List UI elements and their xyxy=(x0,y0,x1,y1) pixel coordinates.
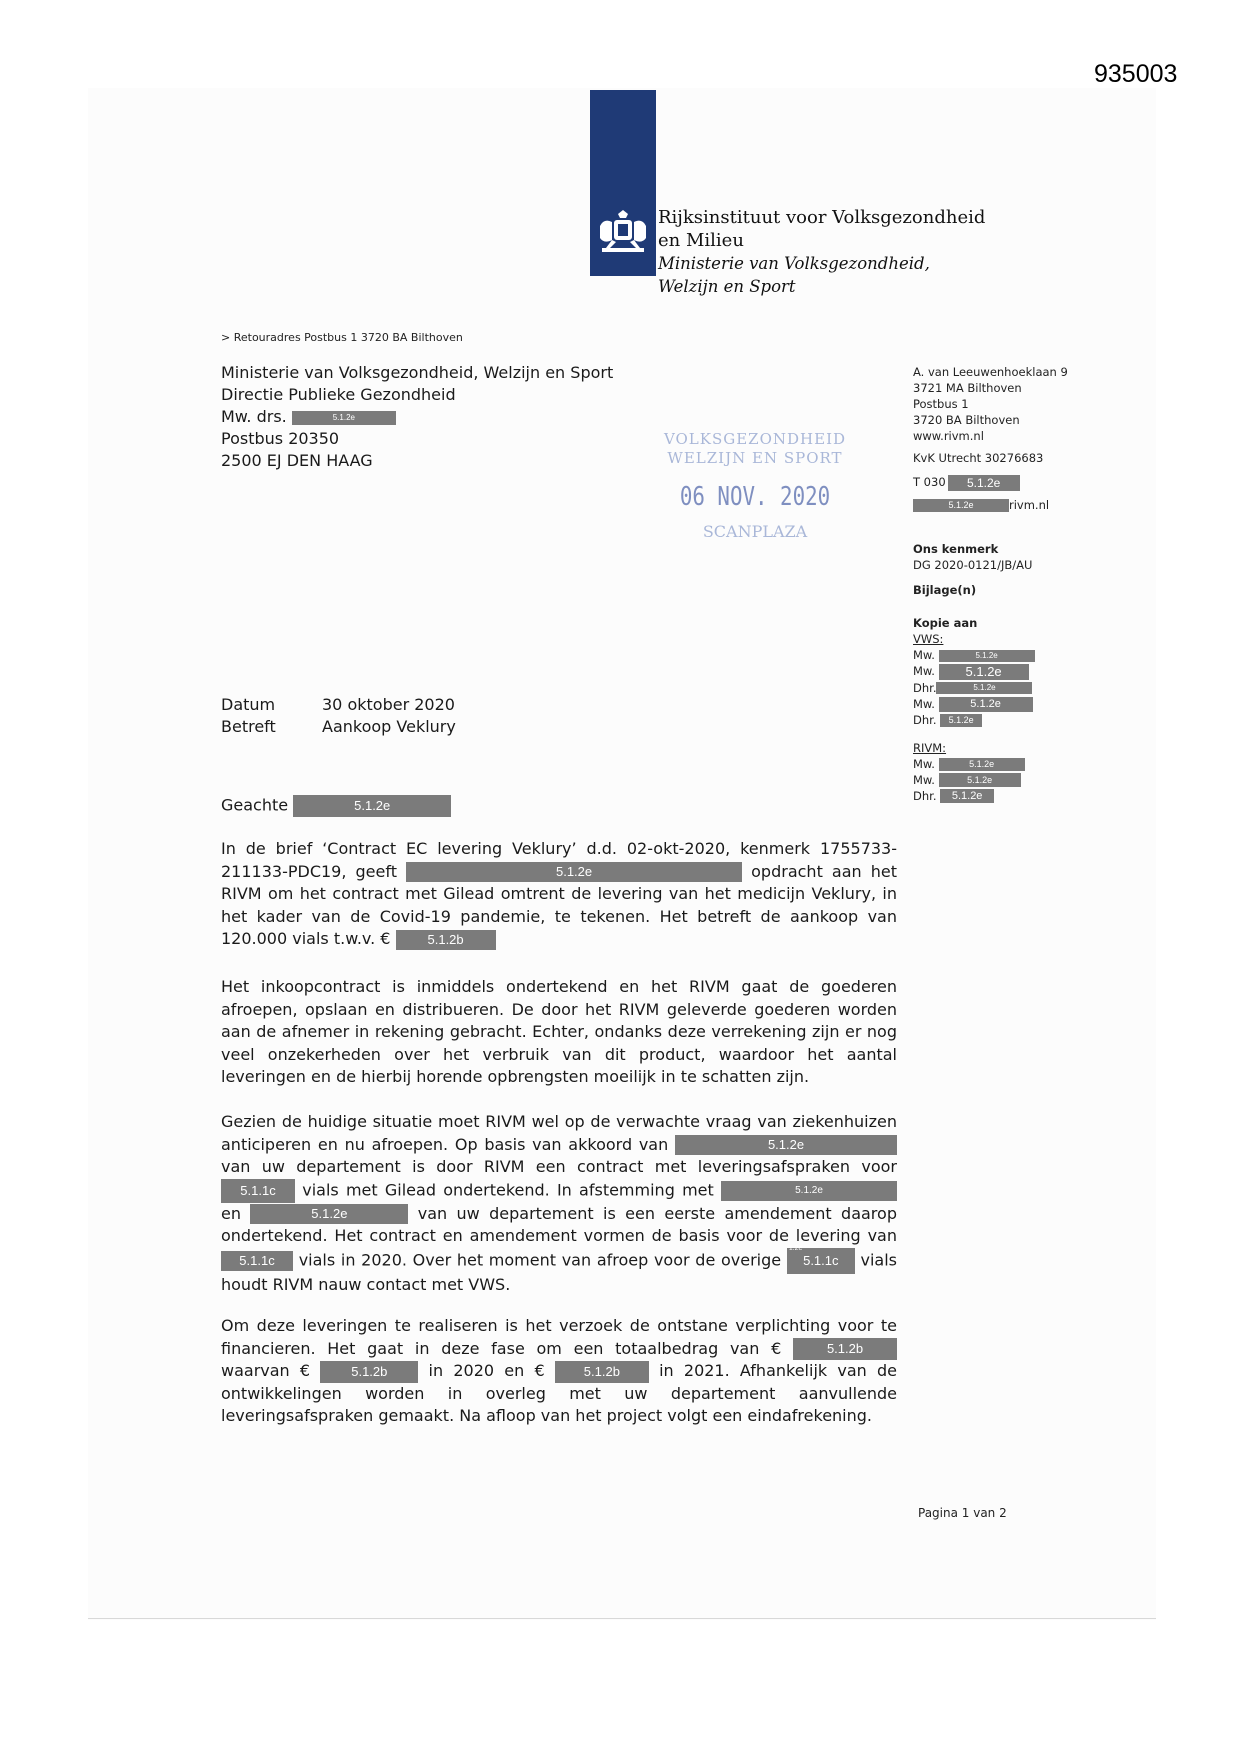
redaction: 5.1.2e xyxy=(675,1135,897,1155)
datum-label: Datum xyxy=(221,695,276,714)
redaction: 5.1.2b xyxy=(396,930,496,950)
copy-title: Dhr. xyxy=(913,712,937,727)
sender-postbus: Postbus 1 xyxy=(913,397,969,411)
sender-email: rivm.nl xyxy=(1009,497,1050,512)
stamp-date: 06 NOV. 2020 xyxy=(679,482,831,512)
redaction: 5.1.2b xyxy=(555,1361,649,1383)
datum-value: 30 oktober 2020 xyxy=(322,695,455,714)
redaction-label: 5.1.1c xyxy=(803,1252,839,1268)
redaction: 5.1.1c xyxy=(221,1179,295,1203)
copy-title: Mw. xyxy=(913,756,935,771)
recipient-line-2: Directie Publieke Gezondheid xyxy=(221,385,456,404)
recipient-line-3: Mw. drs. xyxy=(221,407,287,426)
redaction: 5.1.2e xyxy=(939,697,1033,712)
sender-street: A. van Leeuwenhoeklaan 9 xyxy=(913,365,1068,379)
recipient-line-1: Ministerie van Volksgezondheid, Welzijn en Sport xyxy=(221,363,614,382)
copy-title: Mw. xyxy=(913,772,935,787)
redaction: 5.1.2e xyxy=(939,758,1025,771)
betreft-label: Betreft xyxy=(221,717,276,736)
stamp-scanplaza: SCANPLAZA xyxy=(702,522,808,541)
organisation-name xyxy=(658,206,985,298)
paragraph-1 xyxy=(221,838,897,951)
redaction: 5.1.2e xyxy=(940,789,994,803)
recipient-line-5: 2500 EJ DEN HAAG xyxy=(221,451,373,470)
kopie-label: Kopie aan xyxy=(913,616,978,630)
received-stamp xyxy=(640,430,870,541)
letter-meta xyxy=(221,694,456,738)
p3-text-f: vials in 2020. Over het moment van afroep voor de overige xyxy=(298,1250,782,1270)
p4-text-c: in 2020 en € xyxy=(428,1361,545,1381)
ref-value: DG 2020-0121/JB/AU xyxy=(913,558,1033,572)
redaction: 5.1.1c xyxy=(221,1251,293,1271)
rivm-label: RIVM: xyxy=(913,740,947,755)
recipient-address xyxy=(221,362,613,472)
copy-title: Mw. xyxy=(913,664,935,678)
ministry-line-1: Ministerie van Volksgezondheid, xyxy=(658,254,930,273)
sender-kvk: KvK Utrecht 30276683 xyxy=(913,451,1044,465)
org-line-2: en Milieu xyxy=(658,230,744,251)
page-number: Pagina 1 van 2 xyxy=(918,1506,1007,1520)
redaction: 5.1.2e xyxy=(936,682,1032,694)
p1-text-b: opdracht aan het RIVM om het contract met Gilead omtrent de levering van het medicijn Veklury, in het kader van de Covid-19 pandemie, te tekenen. Het betreft de aankoop van 120.000 vials t.w.v. € xyxy=(221,861,897,949)
sender-block xyxy=(913,364,1068,513)
redaction: 5.1.2e xyxy=(939,650,1035,662)
redaction: 5.1.2e xyxy=(406,862,742,882)
sender-phone: T 030 xyxy=(913,475,946,489)
document-number: 935003 xyxy=(1094,60,1178,88)
ministry-line-2: Welzijn en Sport xyxy=(658,277,796,296)
copy-title: Mw. xyxy=(913,648,935,662)
paragraph-2: Het inkoopcontract is inmiddels ondertekend en het RIVM gaat de goederen afroepen, opslaan en distribueren. De door het RIVM geleverde goederen worden aan de afnemer in rekening gebracht. Echter, ondanks deze verrekening zijn er nog veel onzekerheden over het verbruik van dit product, waardoor het aantal leveringen en de hierbij horende opbrengsten moeilijk in te schatten zijn. xyxy=(221,977,897,1087)
org-line-1: Rijksinstituut voor Volksgezondheid xyxy=(658,207,986,228)
redaction: 5.1.2e xyxy=(913,499,1009,512)
reference-block xyxy=(913,541,1032,598)
sender-city: 3721 MA Bilthoven xyxy=(913,381,1022,395)
p3-text-d: en xyxy=(221,1203,241,1223)
p3-text-g: vials houdt RIVM nauw contact met VWS. xyxy=(221,1250,898,1294)
redaction: 5.1.2e xyxy=(939,664,1029,680)
paragraph-4 xyxy=(221,1315,897,1428)
redaction: 5.1.2e xyxy=(293,795,451,817)
copy-title: Dhr. xyxy=(913,788,937,803)
redaction-small-label: 1.2e xyxy=(788,1244,803,1252)
p4-text-a: Om deze leveringen te realiseren is het verzoek de ontstane verplichting voor te financieren. Het gaat in deze fase om een totaalbedrag van € xyxy=(221,1316,897,1358)
vws-label: VWS: xyxy=(913,632,944,646)
page-bottom-line xyxy=(88,1618,1156,1619)
p3-text-a: Gezien de huidige situatie moet RIVM wel op de verwachte vraag van ziekenhuizen anticiperen en nu afroepen. Op basis van akkoord van xyxy=(221,1112,897,1154)
bijlage-label: Bijlage(n) xyxy=(913,583,977,597)
redaction xyxy=(787,1244,855,1274)
sender-postcity: 3720 BA Bilthoven xyxy=(913,413,1020,427)
betreft-value: Aankoop Veklury xyxy=(322,717,456,736)
copy-title: Dhr. xyxy=(913,680,937,695)
ref-label: Ons kenmerk xyxy=(913,542,999,556)
crest-icon xyxy=(594,210,652,262)
p3-text-b: van uw departement is door RIVM een contract met leveringsafspraken voor xyxy=(221,1157,897,1177)
redaction: 5.1.2e xyxy=(250,1204,408,1224)
p4-text-d: in 2021. Afhankelijk van de ontwikkelingen worden in overleg met uw departement aanvullende leveringsafspraken gemaakt. Na afloop van het project volgt een eindafrekening. xyxy=(221,1361,897,1426)
p1-text-a: In de brief ‘Contract EC levering Veklury’ d.d. 02-okt-2020, kenmerk 1755733-211133-PDC19, geeft xyxy=(221,839,897,881)
redaction: 5.1.2b xyxy=(793,1338,897,1360)
redaction: 5.1.2b xyxy=(320,1361,418,1383)
p4-text-b: waarvan € xyxy=(221,1361,311,1381)
stamp-line-1: VOLKSGEZONDHEID xyxy=(663,430,847,448)
p3-text-c: vials met Gilead ondertekend. In afstemming met xyxy=(302,1180,714,1200)
redaction: 5.1.2e xyxy=(948,475,1020,491)
copy-to-block xyxy=(913,615,1035,804)
copy-title: Mw. xyxy=(913,696,935,711)
greeting xyxy=(221,795,451,817)
redaction: 5.1.2e xyxy=(292,411,396,425)
recipient-line-4: Postbus 20350 xyxy=(221,429,340,448)
stamp-line-2: WELZIJN EN SPORT xyxy=(667,449,843,467)
redaction: 5.1.2e xyxy=(939,773,1021,787)
sender-web: www.rivm.nl xyxy=(913,429,984,443)
greeting-text: Geachte xyxy=(221,795,289,815)
return-address: > Retouradres Postbus 1 3720 BA Bilthoven xyxy=(221,331,463,344)
p3-text-e: van uw departement is een eerste amendement daarop ondertekend. Het contract en amendement vormen de basis voor de levering van xyxy=(221,1203,897,1246)
paragraph-3 xyxy=(221,1111,897,1297)
redaction: 5.1.2e xyxy=(940,714,982,727)
redaction: 5.1.2e xyxy=(721,1181,897,1201)
